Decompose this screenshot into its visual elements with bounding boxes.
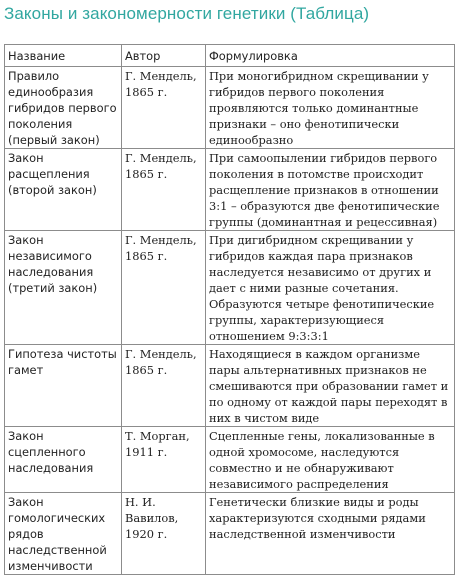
formulation: Находящиеся в каждом организме пары альтернативных признаков не смешиваются при образовании гамет и по одному от каждой пары переходят в них в чистом виде [209,347,449,425]
author-cell [122,231,206,345]
table-row [5,149,455,231]
law-name: Правило единообразия гибридов первого поколения (первый закон) [8,69,117,147]
page-title: Законы и закономерности генетики (Таблица) [4,4,370,23]
table-row [5,493,455,575]
author: Г. Мендель, 1865 г. [125,347,197,377]
formulation: При моногибридном скрещивании у гибридов первого поколения проявляются только доминантные признаки – оно фенотипически единообразно [209,69,429,147]
law-name: Закон гомологических рядов наследственной изменчивости [8,495,107,573]
author-cell [122,345,206,427]
formulation: При дигибридном скрещивании у гибридов каждая пара признаков наследуется независимо от других и дает с ними разные сочетания. Образуются четыре фенотипические группы, характеризующиеся отношением 9:3:3:1 [209,233,435,343]
formulation: При самоопылении гибридов первого поколения в потомстве происходит расщепление признаков в отношении 3:1 – образуются две фенотипические группы (доминантная и рецессивная) [209,151,440,229]
table-row [5,427,455,493]
law-name-cell [5,345,122,427]
formulation: Сцепленные гены, локализованные в одной хромосоме, наследуются совместно и не обнаруживают независимого распределения [209,429,435,491]
genetics-laws-table [4,44,455,575]
formulation-cell [206,231,455,345]
formulation-cell [206,345,455,427]
table-row [5,345,455,427]
law-name-cell [5,231,122,345]
law-name-cell [5,493,122,575]
table-row [5,231,455,345]
author: Г. Мендель, 1865 г. [125,151,197,181]
author: Н. И. Вавилов, 1920 г. [125,495,179,541]
law-name: Гипотеза чистоты гамет [8,347,117,377]
author: Г. Мендель, 1865 г. [125,69,197,99]
column-header-name: Название [5,45,122,67]
formulation-cell [206,149,455,231]
author-cell [122,67,206,149]
law-name: Закон расщепления (второй закон) [8,151,97,197]
formulation-cell [206,427,455,493]
law-name-cell [5,149,122,231]
formulation-cell [206,67,455,149]
law-name: Закон независимого наследования (третий закон) [8,233,98,295]
law-name-cell [5,427,122,493]
author-cell [122,149,206,231]
author-cell [122,493,206,575]
header-row [5,45,455,67]
formulation: Генетически близкие виды и роды характеризуются сходными рядами наследственной изменчивости [209,495,426,541]
table-row [5,67,455,149]
law-name-cell [5,67,122,149]
author-cell [122,427,206,493]
column-header-author: Автор [122,45,206,67]
author: Г. Мендель, 1865 г. [125,233,197,263]
law-name: Закон сцепленного наследования [8,429,94,475]
author: Т. Морган, 1911 г. [125,429,190,459]
column-header-formulation: Формулировка [206,45,455,67]
formulation-cell [206,493,455,575]
